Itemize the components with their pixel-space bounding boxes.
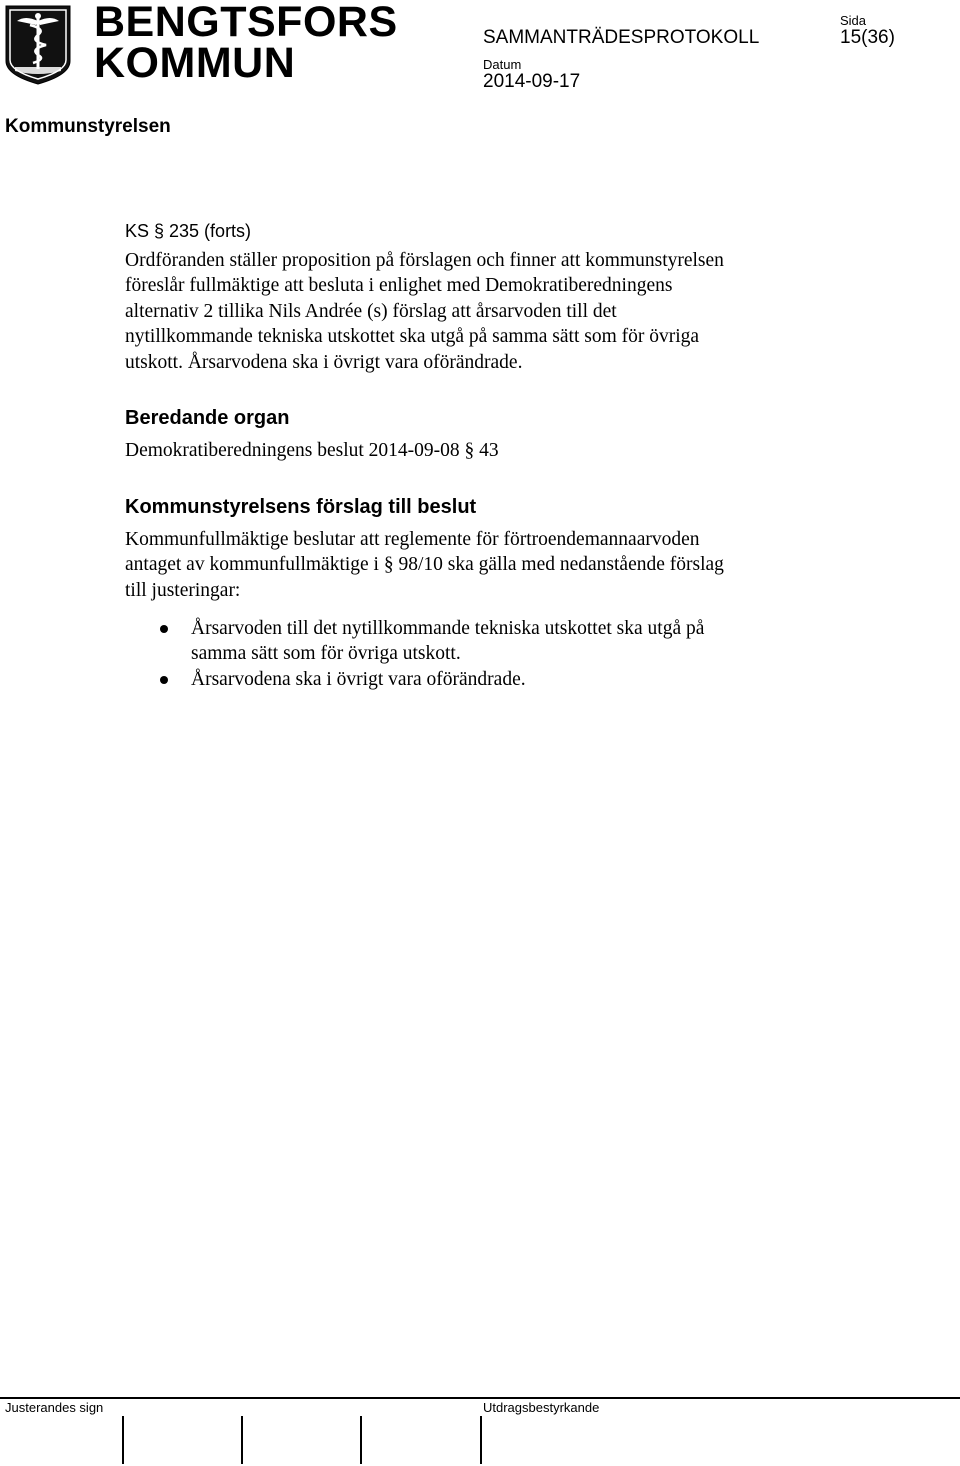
bullet-icon [160, 676, 168, 684]
organization-name: Kommunstyrelsen [5, 116, 171, 137]
section-reference: KS § 235 (forts) [125, 221, 252, 241]
date-label: Datum [483, 57, 522, 72]
footer-utdrag-label: Utdragsbestyrkande [483, 1400, 600, 1415]
signature-box-divider [480, 1416, 482, 1464]
heading-beredande-organ: Beredande organ [125, 407, 290, 429]
paragraph-line: föreslår fullmäktige att besluta i enlighet med Demokratiberedningens [125, 275, 673, 297]
footer-divider [0, 1397, 960, 1399]
decision-paragraph [125, 248, 724, 375]
forslag-paragraph [125, 527, 724, 603]
adjustment-list [160, 616, 704, 692]
logo-wordmark-line2: KOMMUN [94, 39, 296, 87]
list-item [160, 667, 704, 692]
paragraph-line: Kommunfullmäktige beslutar att reglemente för förtroendemannaarvoden [125, 529, 700, 550]
list-item [160, 616, 704, 667]
bullet-icon [160, 625, 168, 633]
paragraph-line: nytillkommande tekniska utskottet ska utgå på samma sätt som för övriga [125, 326, 700, 348]
document-type: SAMMANTRÄDESPROTOKOLL [483, 27, 760, 48]
list-item-text: Årsarvoden till det nytillkommande tekniska utskottet ska utgå på [191, 618, 705, 639]
signature-box-divider [122, 1416, 124, 1464]
list-item-text: Årsarvodena ska i övrigt vara oförändrade. [191, 668, 526, 690]
beredande-organ-text: Demokratiberedningens beslut 2014-09-08 § 43 [125, 440, 499, 461]
page-number: 15(36) [840, 27, 895, 48]
municipal-crest-icon [5, 5, 71, 85]
paragraph-line: till justeringar: [125, 579, 241, 601]
signature-box-divider [241, 1416, 243, 1464]
paragraph-line: antaget av kommunfullmäktige i § 98/10 ska gälla med nedanstående förslag [125, 554, 724, 576]
paragraph-line: utskott. Årsarvodena ska i övrigt vara oförändrade. [125, 351, 523, 373]
page-label: Sida [840, 13, 867, 28]
signature-box-divider [360, 1416, 362, 1464]
paragraph-line: alternativ 2 tillika Nils Andrée (s) förslag att årsarvoden till det [125, 300, 617, 322]
logo-wordmark-line1: BENGTSFORS [94, 0, 398, 46]
footer-sign-label: Justerandes sign [5, 1400, 104, 1415]
paragraph-line: Ordföranden ställer proposition på förslagen och finner att kommunstyrelsen [125, 250, 724, 271]
date-value: 2014-09-17 [483, 71, 581, 92]
heading-forslag-till-beslut: Kommunstyrelsens förslag till beslut [125, 496, 477, 518]
list-item-text: samma sätt som för övriga utskott. [191, 643, 461, 665]
